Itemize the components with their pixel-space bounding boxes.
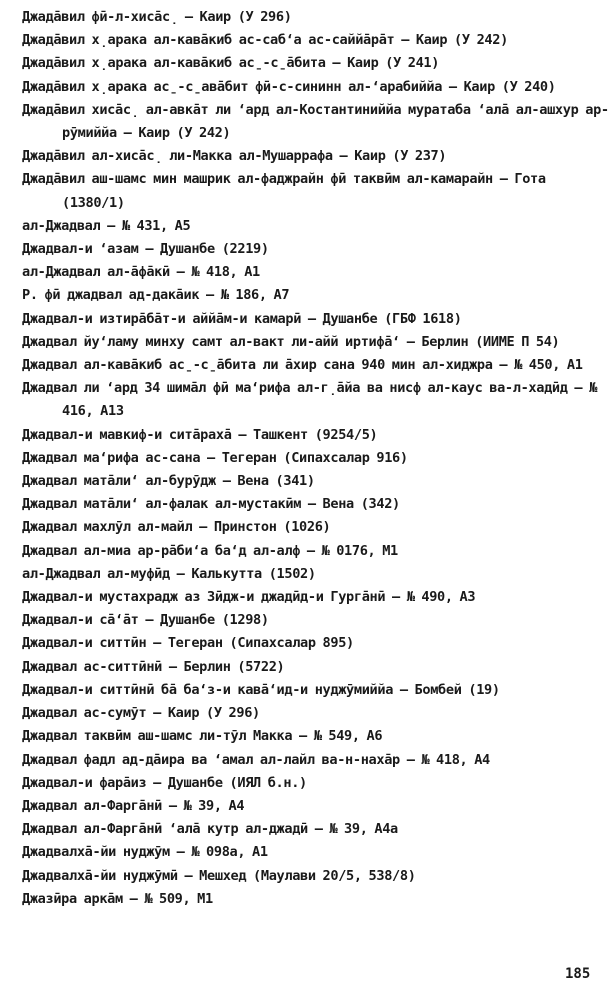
index-entry: Джадвалха̄-йи нуджӯмӣ – Мешхед (Маулави 20/5, 538/8): [22, 867, 416, 884]
index-entry: Джадвал йу‘ламу минху самт ал-вакт ли-айй иртифа̄‘ – Берлин (ИИМЕ П 54): [22, 333, 560, 350]
index-entry: Джада̄вил ал-хиса̄с̣ ли-Макка ал-Мушаррафа – Каир (У 237): [22, 148, 447, 165]
index-entry: Джадвал мата̄ли‘ ал-фалак ал-мустакӣм – Вена (342): [22, 496, 400, 513]
index-entry: Джадвал ма‘рифа ас-сана – Тегеран (Сипахсалар 916): [22, 449, 408, 466]
index-entry: Джазӣра арка̄м – № 509, М1: [22, 890, 213, 907]
index-entry: Джадвал мата̄ли‘ ал-бурӯдж – Вена (341): [22, 473, 315, 490]
index-entry: Джадвал ал-Фарга̄нӣ ‘ала̄ кутр ал-джадӣ – № 39, А4а: [22, 821, 398, 838]
index-entry: Джадвал ас-сумӯт – Каир (У 296): [22, 705, 260, 722]
index-entry: Джадвал-и ситтӣнӣ ба̄ ба‘з-и кава̄‘ид-и нуджӯмиййа – Бомбей (19): [22, 681, 500, 698]
index-entry: Джадвал-и мустахрадж аз Зӣдж-и джадӣд-и Гурга̄нӣ – № 490, А3: [22, 589, 476, 606]
index-entry: Джада̄вил х̣арака ал-кава̄киб ас̱-с̱а̄бита – Каир (У 241): [22, 55, 440, 72]
index-entry: Джадвал-и ‘азам – Душанбе (2219): [22, 241, 269, 258]
index-entry: Р. фӣ джадвал ад-дака̄ик – № 186, А7: [22, 287, 290, 304]
index-entry: Джадвал-и мавкиф-и сита̄раха̄ – Ташкент (9254/5): [22, 426, 378, 443]
index-entry: Джадвал фадл ад-да̄ира ва ‘амал ал-лайл ва-н-наха̄р – № 418, А4: [22, 751, 490, 768]
index-entry: Джада̄вил фӣ-л-хиса̄с̣ – Каир (У 296): [22, 9, 292, 25]
index-entry: Джадвал-и ситтӣн – Тегеран (Сипахсалар 895): [22, 635, 354, 652]
index-entry: ал-Джадвал – № 431, А5: [22, 217, 191, 234]
index-entry: Джадвал таквӣм аш-шамс ли-тӯл Макка – № 549, А6: [22, 728, 383, 745]
index-entry: ал-Джадвал ал-муфӣд – Калькутта (1502): [22, 565, 316, 582]
index-entry: Джадвал-и изтира̄ба̄т-и аййа̄м-и камарӣ – Душанбе (ГБФ 1618): [22, 310, 462, 327]
index-entry: Джада̄вил хиса̄с̣ ал-авка̄т ли ‘ард ал-Костантиниййа муратаба ‘ала̄ ал-ашхур ар-рӯмиййа – Каир (У 242): [22, 101, 609, 142]
index-entries: [22, 6, 610, 911]
index-entry: Джадвал-и са̄‘а̄т – Душанбе (1298): [22, 612, 269, 629]
index-entry: Джада̄вил х̣арака ас̱-с̱ава̄бит фӣ-с-сининн ал-‘арабиййа – Каир (У 240): [22, 78, 556, 95]
index-entry: Джадвал ал-кава̄киб ас̱-с̱а̄бита ли а̄хир сана 940 мин ал-хиджра – № 450, А1: [22, 357, 583, 374]
index-entry: Джадвал ли ‘ард 34 шима̄л фӣ ма‘рифа ал-г̣а̄йа ва нисф ал-каус ва-л-хадӣд – № 416, А13: [22, 380, 597, 420]
index-entry: Джадвал ал-миа ар-ра̄би‘а ба‘д ал-алф – № 0176, М1: [22, 542, 398, 559]
page-number: 185: [565, 966, 591, 982]
index-entry: Джадвалха̄-йи нуджӯм – № 098а, А1: [22, 844, 268, 861]
index-entry: Джада̄вил х̣арака ал-кава̄киб ас-саб‘а ас-саййа̄ра̄т – Каир (У 242): [22, 32, 508, 49]
index-entry: Джада̄вил аш-шамс мин машрик ал-фаджрайн фӣ таквӣм ал-камарайн – Гота (1380/1): [22, 171, 546, 211]
index-entry: Джадвал ас-ситтӣнӣ – Берлин (5722): [22, 658, 285, 675]
index-entry: ал-Джадвал ал-а̄фа̄кӣ – № 418, А1: [22, 264, 260, 281]
index-entry: Джадвал махлӯл ал-майл – Принстон (1026): [22, 519, 331, 536]
index-entry: Джадвал ал-Фарга̄нӣ – № 39, А4: [22, 797, 245, 814]
index-entry: Джадвал-и фара̄из – Душанбе (ИЯЛ б.н.): [22, 774, 307, 791]
